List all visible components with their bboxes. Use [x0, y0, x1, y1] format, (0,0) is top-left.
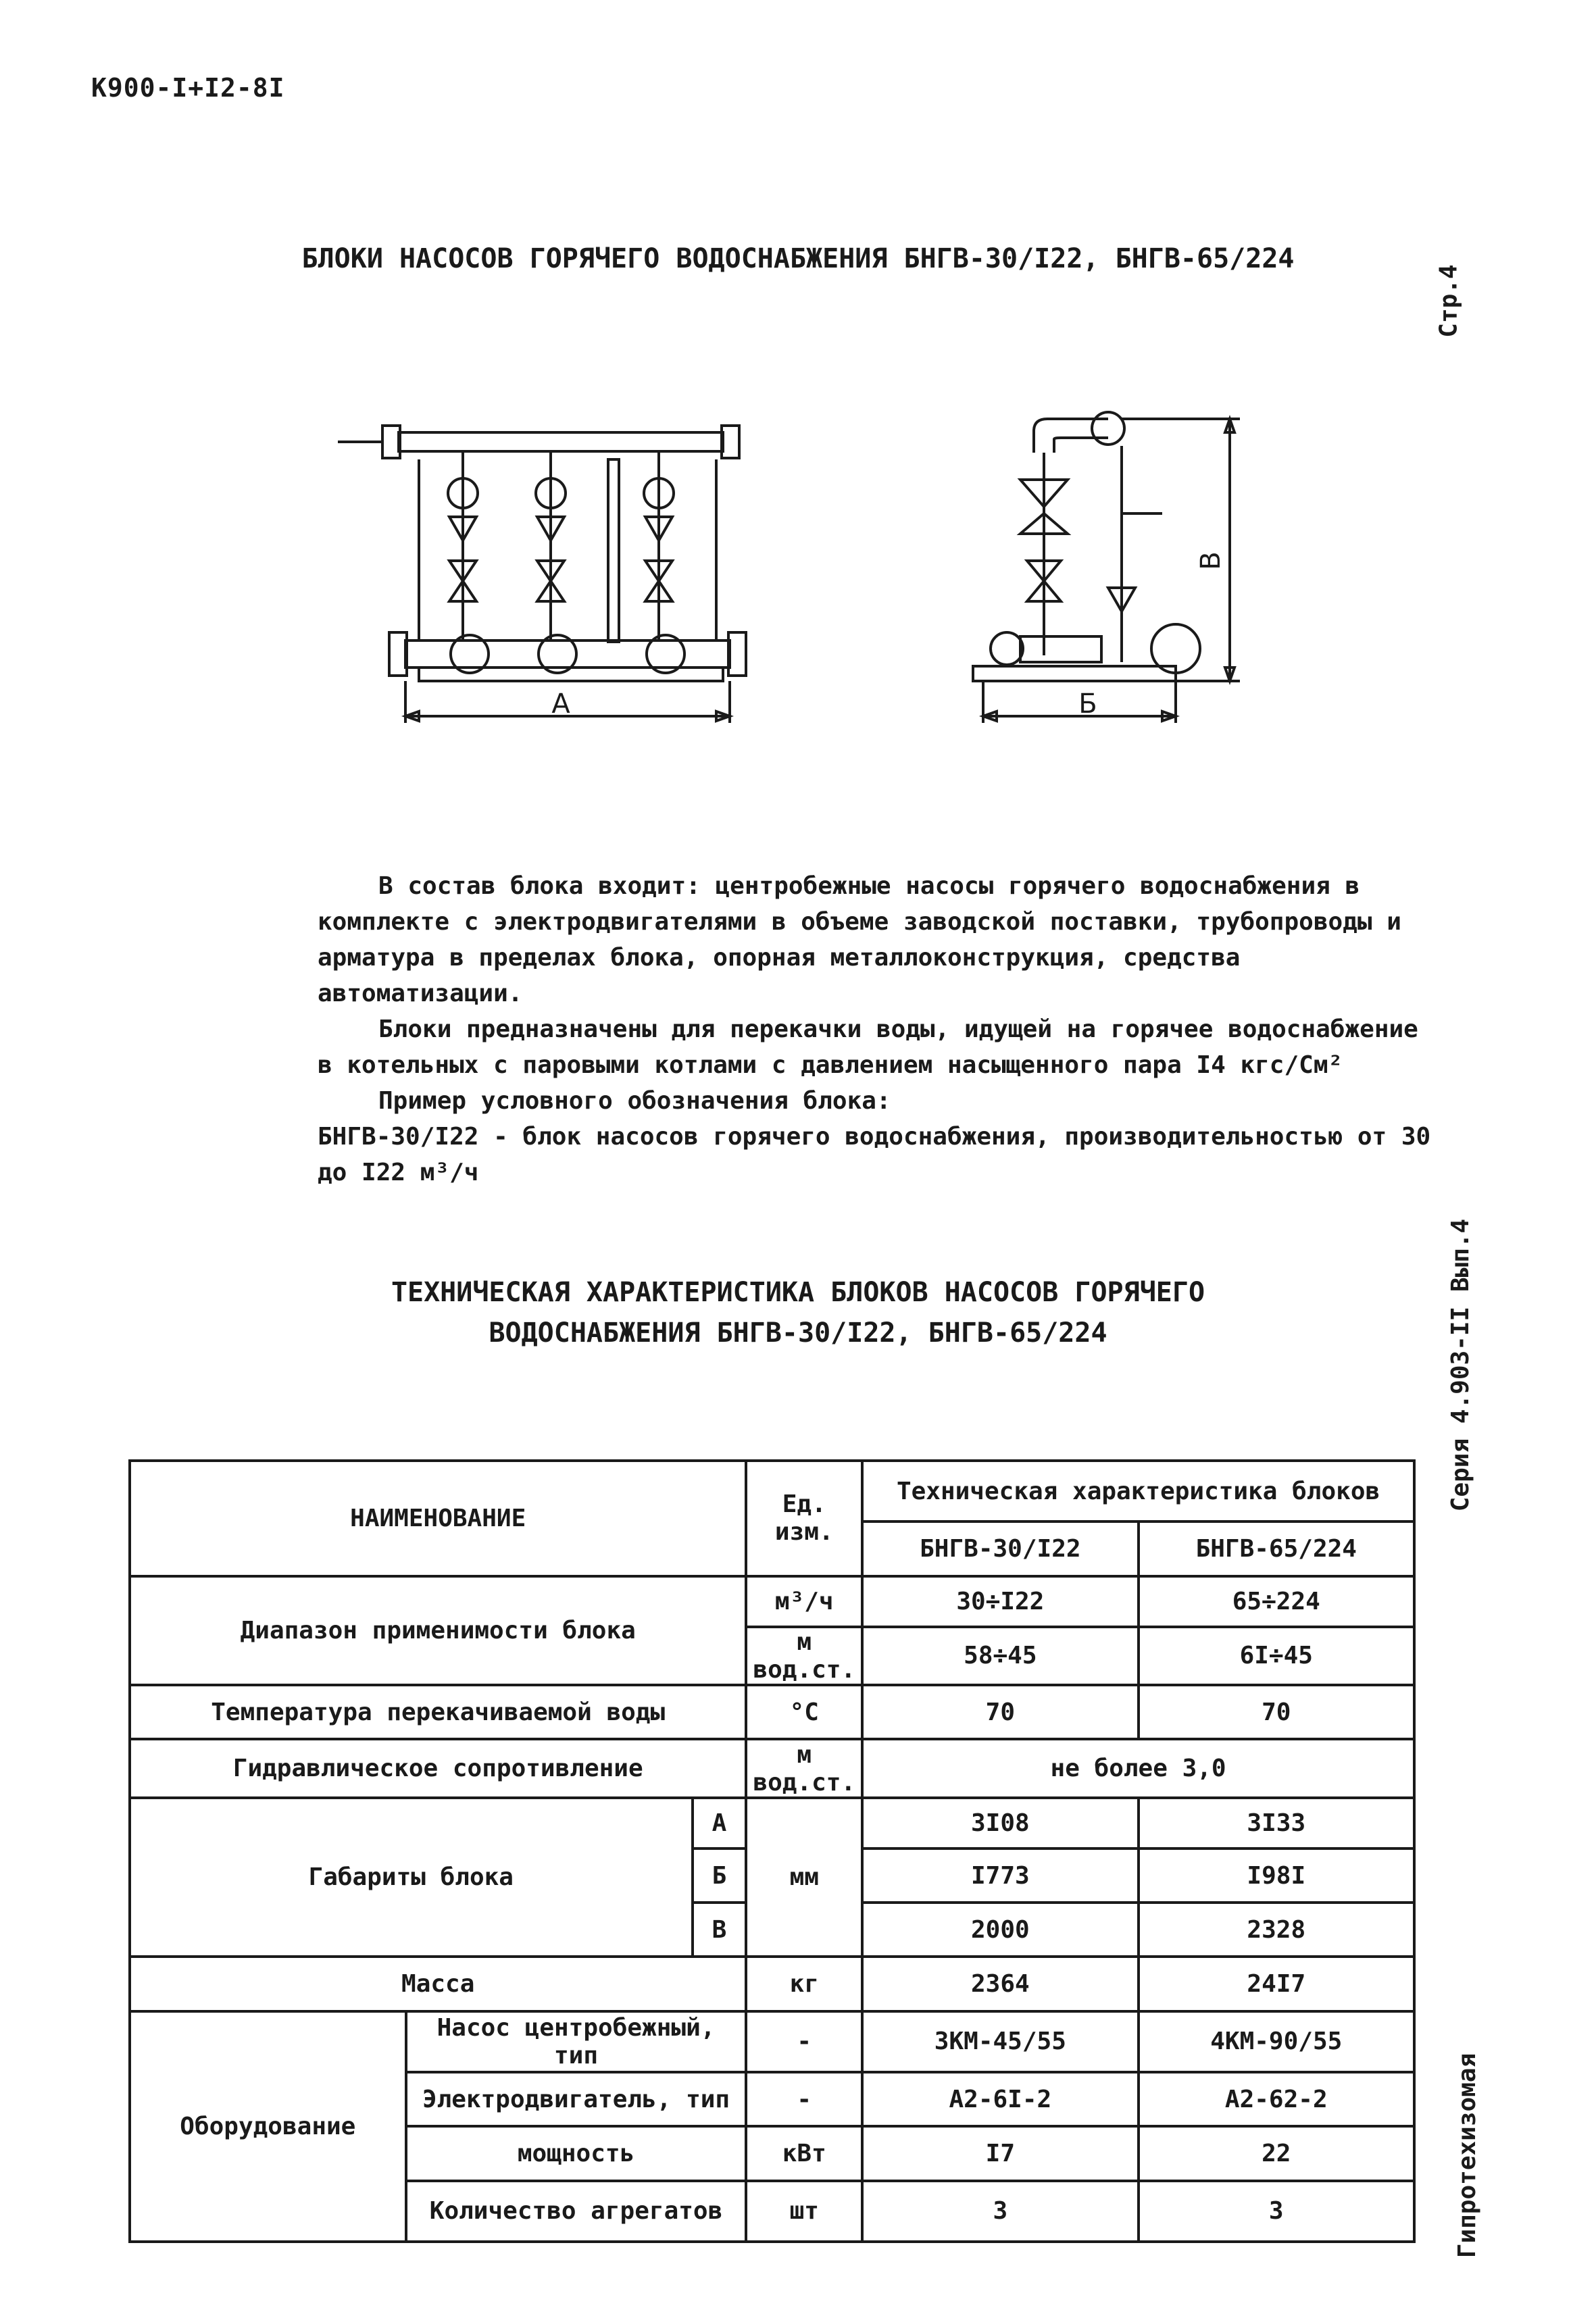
header-spec: Техническая характеристика блоков: [862, 1461, 1414, 1521]
table-title-line1: ТЕХНИЧЕСКАЯ ХАРАКТЕРИСТИКА БЛОКОВ НАСОСОВ ГОРЯЧЕГО: [391, 1277, 1205, 1308]
row-dimensions-value: 3I33: [1139, 1798, 1414, 1848]
row-range-value: 58÷45: [862, 1627, 1138, 1685]
dimension-v-label: В: [1195, 551, 1226, 570]
front-view: [338, 426, 746, 723]
row-dimensions-value: 2328: [1139, 1903, 1414, 1957]
row-temperature-name: Температура перекачиваемой воды: [130, 1685, 746, 1739]
table-header-row: [130, 1461, 1414, 1521]
table-title-line2: ВОДОСНАБЖЕНИЯ БНГВ-30/I22, БНГВ-65/224: [489, 1317, 1107, 1349]
row-dimensions-key: В: [693, 1903, 747, 1957]
row-resistance-value: не более 3,0: [862, 1739, 1414, 1797]
row-equipment-unit: -: [746, 2011, 862, 2072]
row-equipment-value: А2-62-2: [1139, 2072, 1414, 2126]
page-number: Стр.4: [1435, 264, 1463, 338]
row-mass-unit: кг: [746, 1957, 862, 2011]
row-range-value: 6I÷45: [1139, 1627, 1414, 1685]
dimension-b-label: Б: [1078, 688, 1097, 720]
row-equipment-name: Оборудование: [130, 2011, 406, 2242]
table-row: [130, 1798, 1414, 1848]
header-name: НАИМЕНОВАНИЕ: [130, 1461, 746, 1576]
paragraph-example: БНГВ-30/I22 - блок насосов горячего водоснабжения, производительностью от 30 до I22 м³/ч: [318, 1123, 1431, 1186]
header-model-1: БНГВ-30/I22: [862, 1521, 1138, 1576]
row-equipment-value: 4КМ-90/55: [1139, 2011, 1414, 2072]
table-row: [130, 1739, 1414, 1797]
row-equipment-motor: Электродвигатель, тип: [406, 2072, 747, 2126]
paragraph-purpose: Блоки предназначены для перекачки воды, идущей на горячее водоснабжение в котельных с паровыми котлами с давлением насыщенного пара I4 кгс/См²: [318, 1015, 1418, 1079]
series-label: Серия 4.903-II Вып.4: [1447, 1218, 1475, 1512]
row-equipment-value: 3КМ-45/55: [862, 2011, 1138, 2072]
specification-table: [128, 1459, 1416, 2243]
row-range-name: Диапазон применимости блока: [130, 1576, 746, 1686]
row-equipment-count: Количество агрегатов: [406, 2181, 747, 2242]
table-row: [130, 1685, 1414, 1739]
row-dimensions-unit: мм: [746, 1798, 862, 1957]
row-range-value: 65÷224: [1139, 1576, 1414, 1627]
row-temperature-unit: °С: [746, 1685, 862, 1739]
row-mass-value: 2364: [862, 1957, 1138, 2011]
organization-label: Гипротехизомая: [1453, 2053, 1482, 2259]
row-dimensions-value: 2000: [862, 1903, 1138, 1957]
row-temperature-value: 70: [862, 1685, 1138, 1739]
header-model-2: БНГВ-65/224: [1139, 1521, 1414, 1576]
row-equipment-unit: кВт: [746, 2126, 862, 2180]
table-row: [130, 1576, 1414, 1627]
header-unit: Ед. изм.: [746, 1461, 862, 1576]
page-title: БЛОКИ НАСОСОВ ГОРЯЧЕГО ВОДОСНАБЖЕНИЯ БНГВ-30/I22, БНГВ-65/224: [301, 243, 1295, 274]
row-range-value: 30÷I22: [862, 1576, 1138, 1627]
row-equipment-value: 3: [1139, 2181, 1414, 2242]
pump-block-drawing: [324, 378, 1270, 757]
row-equipment-value: 3: [862, 2181, 1138, 2242]
table-row: [130, 2011, 1414, 2072]
description-text: [318, 868, 1439, 1190]
row-resistance-name: Гидравлическое сопротивление: [130, 1739, 746, 1797]
row-dimensions-key: Б: [693, 1848, 747, 1903]
row-equipment-value: I7: [862, 2126, 1138, 2180]
paragraph-composition: В состав блока входит: центробежные насосы горячего водоснабжения в комплекте с электродвигателями в объеме заводской поставки, трубопроводы и арматура в пределах блока, опорная металлоконструкция, средства автоматизации.: [318, 872, 1401, 1007]
row-mass-value: 24I7: [1139, 1957, 1414, 2011]
row-dimensions-key: А: [693, 1798, 747, 1848]
row-equipment-power: мощность: [406, 2126, 747, 2180]
row-temperature-value: 70: [1139, 1685, 1414, 1739]
row-range-unit-2: м вод.ст.: [746, 1627, 862, 1685]
row-dimensions-name: Габариты блока: [130, 1798, 693, 1957]
row-equipment-value: 22: [1139, 2126, 1414, 2180]
row-equipment-value: А2-6I-2: [862, 2072, 1138, 2126]
row-resistance-unit: м вод.ст.: [746, 1739, 862, 1797]
row-equipment-unit: -: [746, 2072, 862, 2126]
row-dimensions-value: I773: [862, 1848, 1138, 1903]
document-code: К900-I+I2-8I: [91, 73, 285, 103]
dimension-a-label: А: [551, 688, 570, 720]
row-equipment-unit: шт: [746, 2181, 862, 2242]
paragraph-example-heading: Пример условного обозначения блока:: [378, 1087, 891, 1115]
row-dimensions-value: I98I: [1139, 1848, 1414, 1903]
side-view: [973, 412, 1240, 723]
row-range-unit-1: м³/ч: [746, 1576, 862, 1627]
row-mass-name: Масса: [130, 1957, 746, 2011]
row-dimensions-value: 3I08: [862, 1798, 1138, 1848]
table-row: [130, 1957, 1414, 2011]
row-equipment-pump: Насос центробежный, тип: [406, 2011, 747, 2072]
